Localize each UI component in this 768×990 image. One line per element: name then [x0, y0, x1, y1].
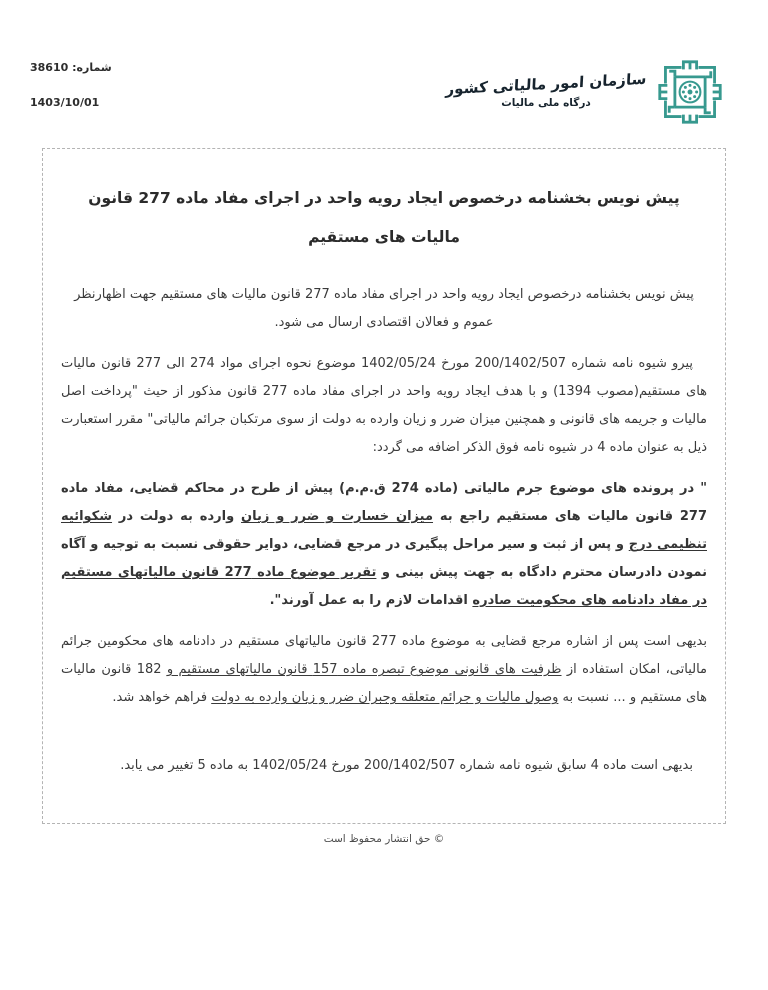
document-body-frame [42, 148, 726, 824]
org-name: سازمان امور مالیاتی کشور [445, 69, 647, 99]
paragraph-reference: پیرو شیوه نامه شماره 200/1402/507 مورخ 1402/05/24 موضوع نحوه اجرای مواد 274 الی 277 قانون مالیات های مستقیم(مصوب 1394) و با هدف ایجاد رویه واحد در اجرای مفاد ماده 277 قانون مذکور از حیث "پرداخت اصل مالیات و جریمه های قانونی و همچنین میزان ضرر و زیان وارده به دولت از سوی مرتکبان جرائم مالیاتی" مقرر استعبارت ذیل به عنوان ماده 4 در شیوه نامه فوق الذکر اضافه می گردد: [61, 356, 708, 455]
paragraph-intro: پیش نویس بخشنامه درخصوص ایجاد رویه واحد در اجرای مفاد ماده 277 قانون مالیات های مستقیم جهت اظهارنظر عموم و فعالان اقتصادی ارسال می شود. [74, 287, 694, 330]
text-run: 182 قانون مالیات های مستقیم و ... نسبت به [61, 662, 707, 705]
underlined-text-run: شکوائیه تنظیمی درج [61, 509, 707, 552]
document-title: پیش نویس بخشنامه درخصوص ایجاد رویه واحد در اجرای مفاد ماده 277 قانون مالیات های مستقیم [88, 189, 680, 246]
header-serial-block [30, 60, 112, 110]
underlined-text-run: میزان خسارت و ضرر و زیان [241, 509, 434, 524]
underlined-text-run: ظرفیت های قانونی موضوع تبصره ماده 157 قانون مالیاتهای مستقیم و [166, 662, 562, 677]
paragraph-explanation [61, 628, 707, 712]
text-run: وارده به دولت در [112, 509, 242, 524]
text-run: " در پرونده های موضوع جرم مالیاتی (ماده 274 ق.م.م) پیش از طرح در محاکم قضایی، مفاد ماده 277 قانون مالیات های مستقیم راجع به [61, 481, 707, 524]
text-run: اقدامات لازم را به عمل آورند". [269, 593, 473, 608]
org-logo [446, 58, 724, 126]
document-date: 1403/10/01 [30, 96, 100, 109]
portal-name: درگاه ملی مالیات [501, 97, 591, 109]
serial-number: شماره: 38610 [30, 61, 112, 74]
underlined-text-run: تقریر موضوع ماده 277 قانون مالیاتهای مستقیم در مفاد دادنامه های محکومیت صادره [61, 565, 707, 608]
copyright-notice: © حق انتشار محفوظ است [323, 833, 445, 845]
paragraph-amendment [61, 475, 707, 615]
text-run: فراهم خواهد شد. [112, 690, 212, 705]
tax-organization-emblem-icon [656, 58, 724, 126]
text-run: بدیهی است پس از اشاره مرجع قضایی به موضوع ماده 277 قانون مالیاتهای مستقیم در دادنامه های محکومین جرائم مالیاتی، امکان استفاده از [61, 634, 708, 677]
org-logo-text [445, 69, 647, 109]
paragraph-renumbering: بدیهی است ماده 4 سابق شیوه نامه شماره 200/1402/507 مورخ 1402/05/24 به ماده 5 تغییر می یابد. [120, 758, 693, 773]
underlined-text-run: وصول مالیات و جرائم متعلقه وجبران ضرر و زیان وارده به دولت [211, 690, 559, 705]
text-run: و پس از ثبت و سیر مراحل پیگیری در مرجع قضایی، دوایر حقوقی نسبت به توجیه و آگاه نمودن دادرسان محترم دادگاه به جهت پیش بینی و [61, 537, 707, 580]
